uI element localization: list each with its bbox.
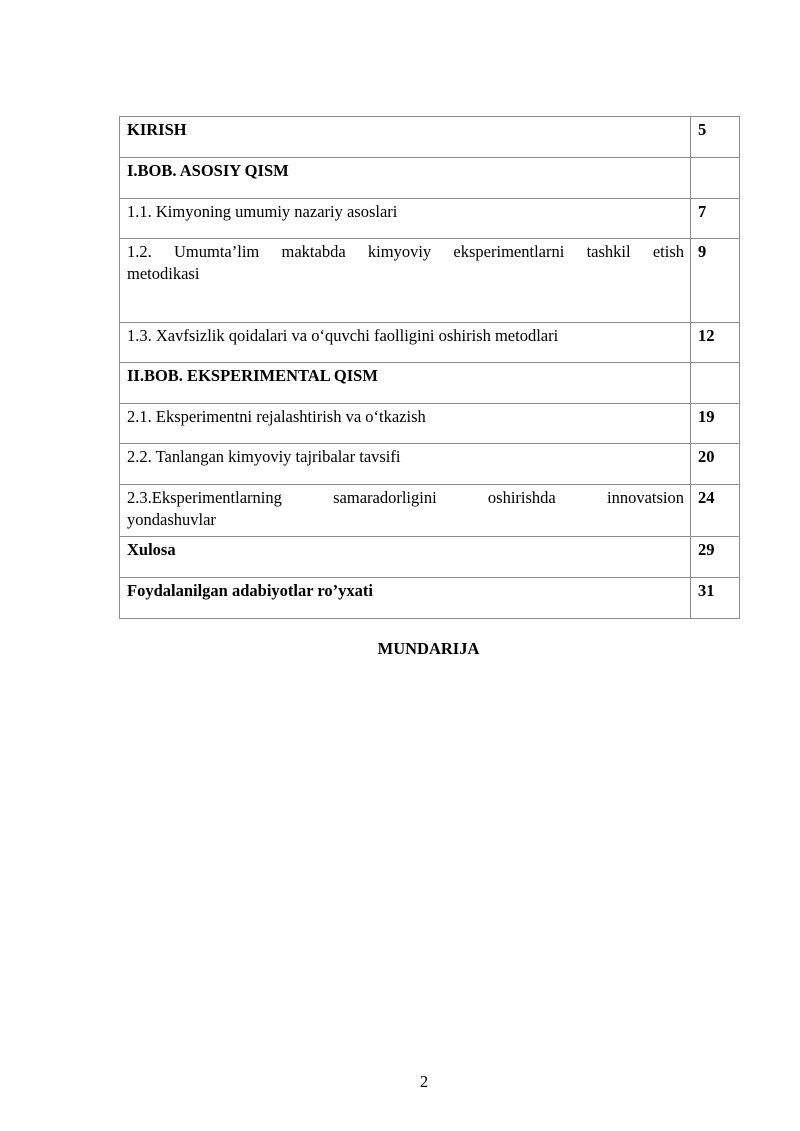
toc-entry-page: 12: [691, 323, 740, 363]
toc-row: [120, 537, 740, 578]
table-of-contents: [119, 116, 740, 619]
toc-entry-title: Xulosa: [120, 537, 691, 578]
toc-row: [120, 158, 740, 199]
toc-entry-title-line2: yondashuvlar: [127, 510, 216, 529]
toc-entry-page: [691, 363, 740, 404]
toc-entry-title-line2: metodikasi: [127, 264, 200, 283]
toc-row: [120, 323, 740, 363]
toc-entry-title: [120, 239, 691, 323]
toc-entry-page: 31: [691, 578, 740, 619]
toc-entry-title: [120, 485, 691, 537]
toc-entry-page: 19: [691, 404, 740, 444]
toc-entry-page: 5: [691, 117, 740, 158]
toc-row: [120, 444, 740, 485]
toc-row: [120, 363, 740, 404]
toc-row: [120, 578, 740, 619]
toc-entry-title: KIRISH: [120, 117, 691, 158]
toc-row: [120, 199, 740, 239]
toc-row: [120, 485, 740, 537]
toc-row: [120, 117, 740, 158]
document-heading: MUNDARIJA: [377, 639, 480, 658]
toc-entry-page: 29: [691, 537, 740, 578]
toc-entry-title-line1: 1.2. Umumta’lim maktabda kimyoviy eksperimentlarni tashkil etish: [127, 242, 684, 261]
toc-entry-title-line1: 2.3.Eksperimentlarning samaradorligini oshirishda innovatsion: [127, 488, 684, 507]
toc-entry-page: 24: [691, 485, 740, 537]
toc-entry-title: 1.1. Kimyoning umumiy nazariy asoslari: [120, 199, 691, 239]
toc-entry-title: 2.2. Tanlangan kimyoviy tajribalar tavsifi: [120, 444, 691, 485]
toc-entry-title: Foydalanilgan adabiyotlar ro’yxati: [120, 578, 691, 619]
page-number: 2: [419, 1072, 429, 1091]
toc-row: [120, 239, 740, 323]
toc-entry-page: 7: [691, 199, 740, 239]
toc-entry-page: [691, 158, 740, 199]
toc-entry-title: II.BOB. EKSPERIMENTAL QISM: [120, 363, 691, 404]
toc-entry-page: 20: [691, 444, 740, 485]
toc-entry-page: 9: [691, 239, 740, 323]
toc-entry-title: 2.1. Eksperimentni rejalashtirish va o‘tkazish: [120, 404, 691, 444]
toc-entry-title: I.BOB. ASOSIY QISM: [120, 158, 691, 199]
toc-entry-title: 1.3. Xavfsizlik qoidalari va o‘quvchi faolligini oshirish metodlari: [120, 323, 691, 363]
toc-row: [120, 404, 740, 444]
